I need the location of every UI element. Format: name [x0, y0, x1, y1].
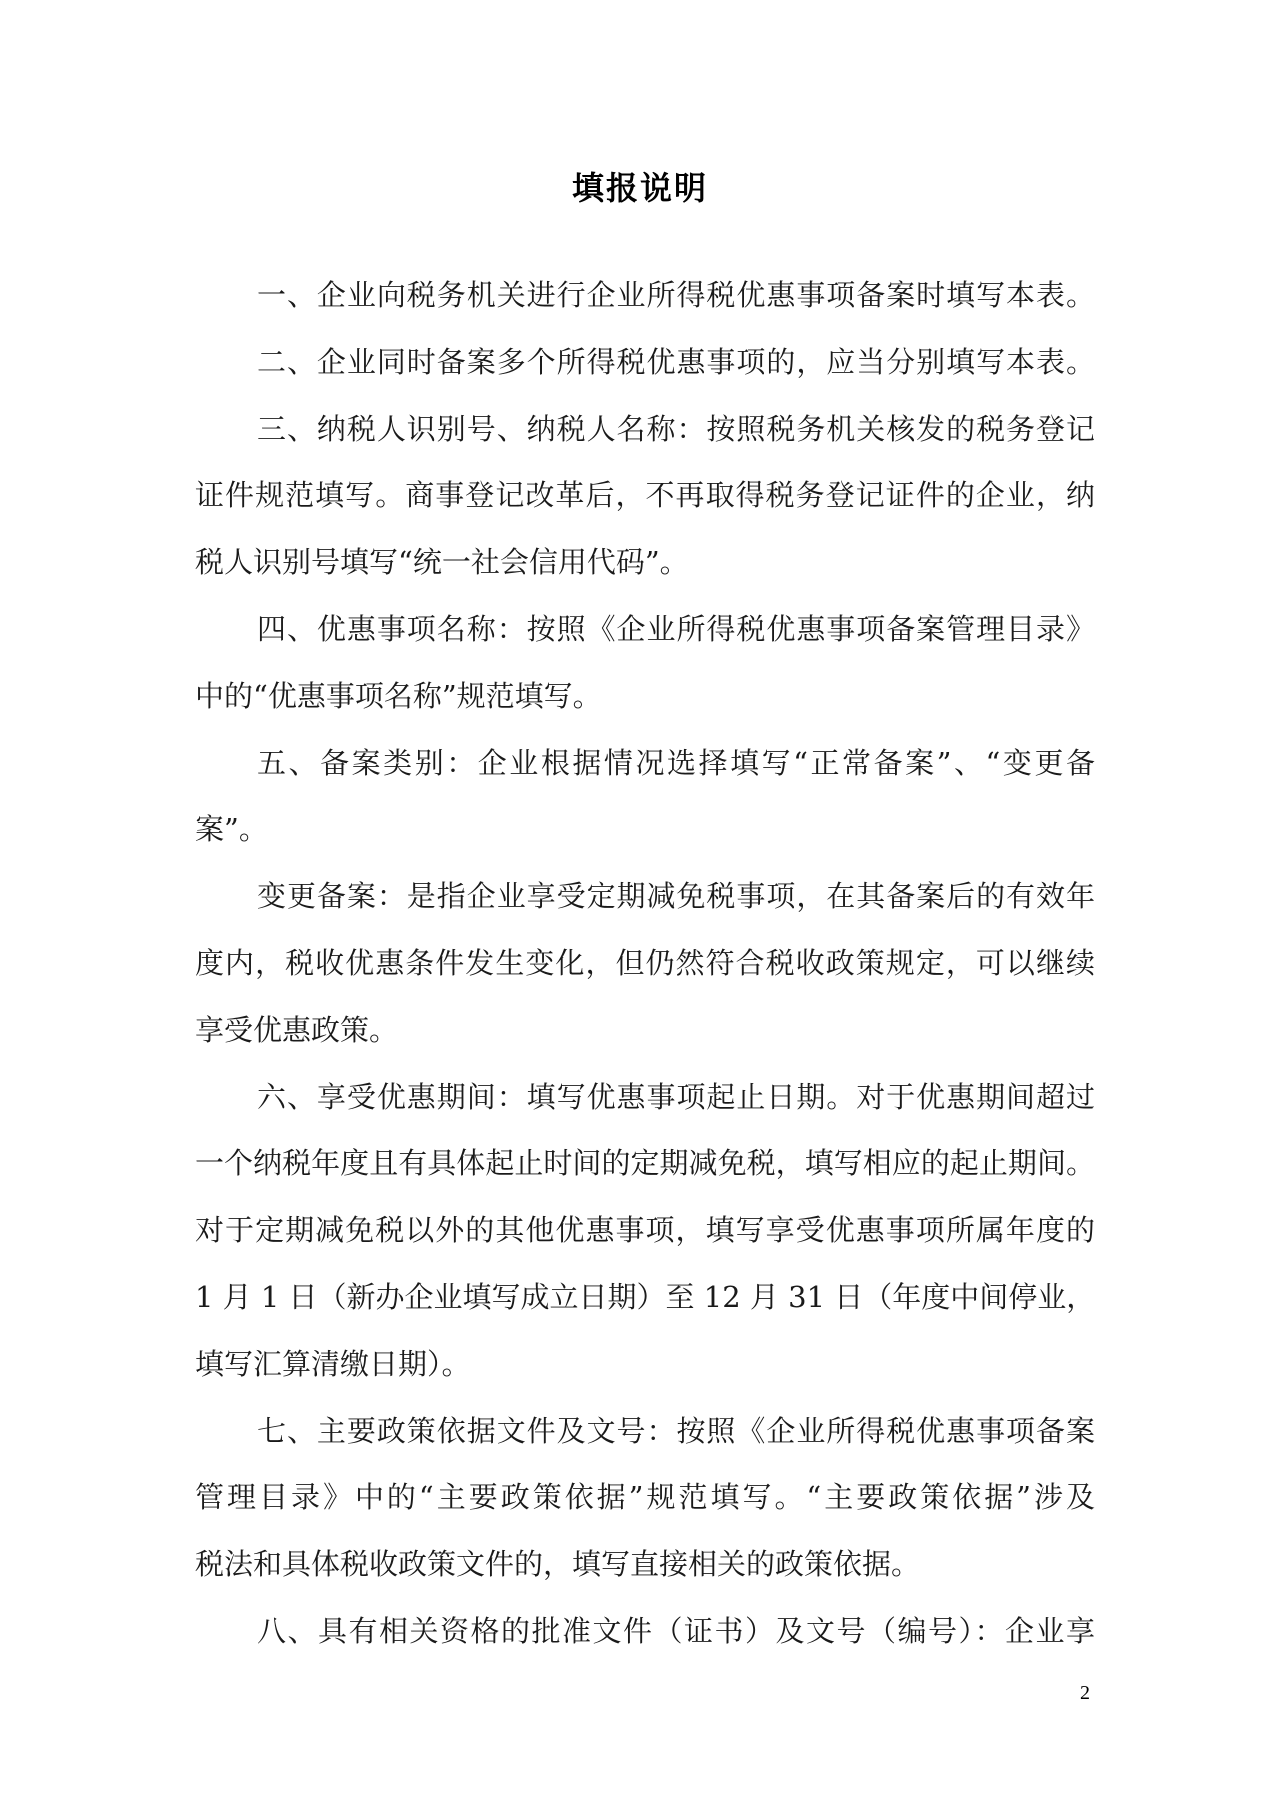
- document-body: [195, 262, 1095, 1665]
- text-line: 中的“优惠事项名称”规范填写。: [195, 678, 602, 713]
- text-line: 四、优惠事项名称：按照《企业所得税优惠事项备案管理目录》: [257, 611, 1095, 646]
- text-line: 1 月 1 日（新办企业填写成立日期）至 12 月 31 日（年度中间停业，: [195, 1279, 1096, 1314]
- text-line: 证件规范填写。商事登记改革后，不再取得税务登记证件的企业，纳: [195, 478, 1095, 513]
- page-number: 2: [1080, 1682, 1090, 1704]
- text-line: 八、具有相关资格的批准文件（证书）及文号（编号）：企业享: [257, 1613, 1095, 1648]
- document-title: 填报说明: [571, 169, 708, 207]
- text-line: 管理目录》中的“主要政策依据”规范填写。“主要政策依据”涉及: [195, 1480, 1095, 1515]
- text-line: 税法和具体税收政策文件的，填写直接相关的政策依据。: [195, 1547, 921, 1582]
- text-line: 五、备案类别：企业根据情况选择填写“正常备案”、“变更备: [257, 745, 1095, 780]
- text-line: 二、企业同时备案多个所得税优惠事项的，应当分别填写本表。: [257, 344, 1095, 379]
- text-line: 一个纳税年度且有具体起止时间的定期减免税，填写相应的起止期间。: [195, 1146, 1095, 1181]
- text-line: 度内，税收优惠条件发生变化，但仍然符合税收政策规定，可以继续: [195, 945, 1095, 980]
- text-line: 享受优惠政策。: [195, 1012, 399, 1047]
- text-line: 三、纳税人识别号、纳税人名称：按照税务机关核发的税务登记: [257, 411, 1095, 446]
- text-line: 填写汇算清缴日期）。: [195, 1346, 471, 1381]
- text-line: 一、企业向税务机关进行企业所得税优惠事项备案时填写本表。: [257, 278, 1095, 312]
- text-line: 案”。: [195, 812, 268, 847]
- text-line: 变更备案：是指企业享受定期减免税事项，在其备案后的有效年: [257, 879, 1095, 914]
- text-line: 对于定期减免税以外的其他优惠事项，填写享受优惠事项所属年度的: [195, 1213, 1095, 1248]
- text-line: 七、主要政策依据文件及文号：按照《企业所得税优惠事项备案: [257, 1413, 1095, 1448]
- text-line: 税人识别号填写“统一社会信用代码”。: [195, 545, 689, 580]
- text-line: 六、享受优惠期间：填写优惠事项起止日期。对于优惠期间超过: [257, 1079, 1095, 1114]
